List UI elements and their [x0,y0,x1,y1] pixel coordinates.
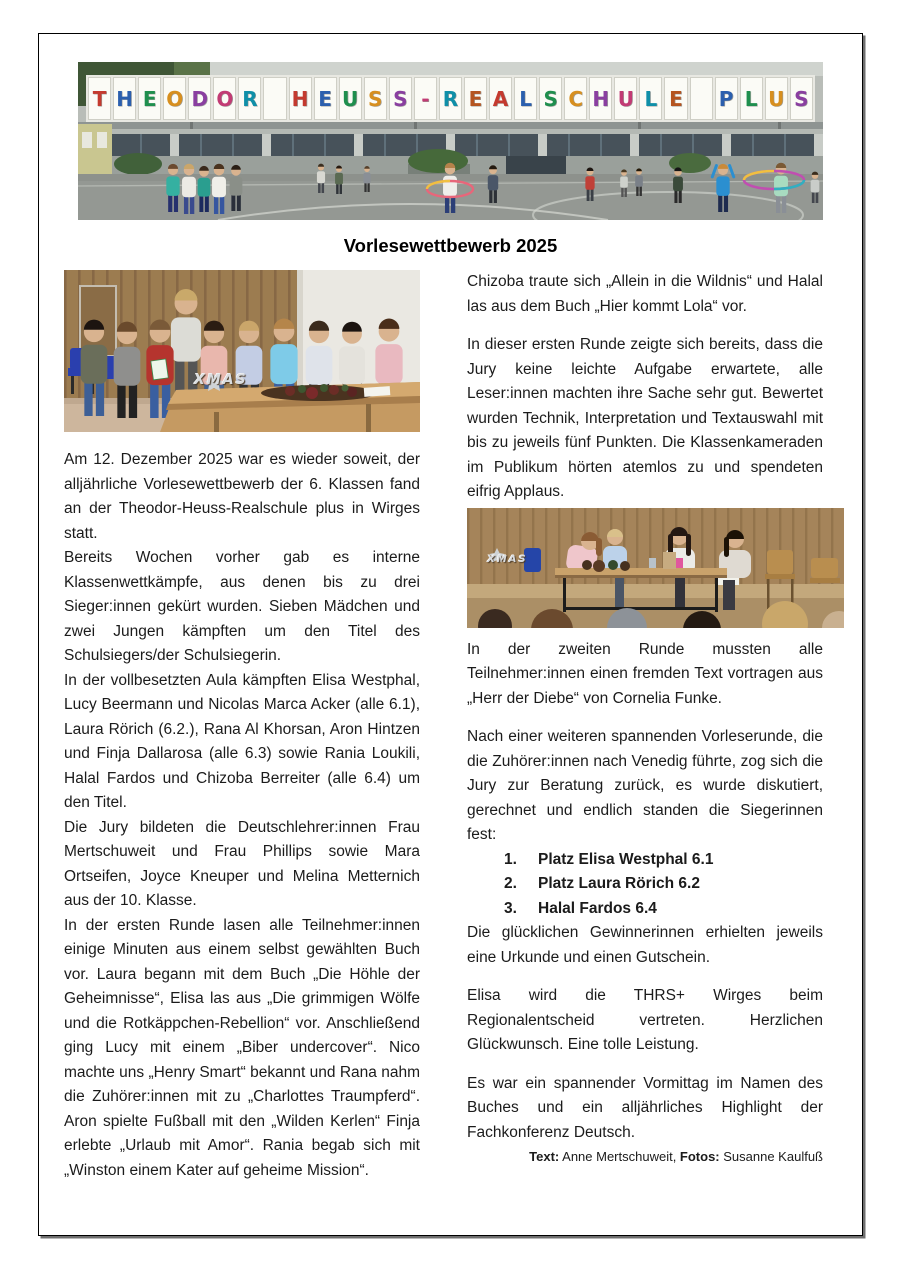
sign-letter-tile: O [213,77,236,120]
body-paragraph: Es war ein spannender Vormittag im Namen des Buches und ein alljährliches Highlight der Fachkonferenz Deutsch. [467,1074,823,1141]
credit-text-value: Anne Mertschuweit, [559,1149,680,1164]
body-paragraph: In der ersten Runde lasen alle Teilnehmer:innen einige Minuten aus einem selbst gewählten Buch vor. Laura begann mit dem Buch „Die Höhle der Geheimnisse“, Elisa las aus „Die grimmigen Wölfe und die Rotkäppchen-Rebellion“ vor. Anschließend ging Lucy mit einem „Biber undercover“. Nico machte uns „Henry Smart“ bekannt und Rana nahm die Zuhörer:innen mit zu „Charlottes Traumpferd“. Aron spielte Fußball mit den „Wilden Kerlen“ Finja erlebte „Urlaub mit Amor“. Rania begab sich mit „Winston einem Kater auf geheime Mission“. [64,916,420,1179]
sign-letter-tile: E [664,77,687,120]
right-column [467,270,823,1183]
winner-item [467,848,823,873]
winner-item [467,872,823,897]
body-paragraph: In der vollbesetzten Aula kämpften Elisa Westphal, Lucy Beermann und Nicolas Marca Acker (alle 6.1), Laura Rörich (6.2.), Rana Al Khorsan, Aron Hintzen und Finja Dallarosa (alle 6.3) sowie Rania Loukili, Halal Fardos und Chizoba Berreiter (alle 6.4) um den Titel. [64,671,420,811]
sign-letter-tile: - [414,77,437,120]
school-name-sign [86,75,815,122]
sign-letter-tile: H [589,77,612,120]
body-paragraph: In dieser ersten Runde zeigte sich bereits, dass die Jury keine leichte Aufgabe erwartete, alle Leser:innen machten ihre Sache sehr gut. Bewertet wurden Technik, Interpretation und Textauswahl mit bis zu jeweils fünf Punkten. Die Klassenkameraden im Publikum hörten atemlos zu und spendeten eifrig Applaus. [467,336,823,500]
sign-letter-tile: L [740,77,763,120]
credit-text-label: Text: [529,1149,560,1164]
winner-rank: 1. [504,850,517,868]
sign-letter-tile: R [439,77,462,120]
sign-letter-tile: L [514,77,537,120]
sign-letter-tile: E [314,77,337,120]
body-paragraph: Bereits Wochen vorher gab es interne Klassenwettkämpfe, aus denen bis zu drei Sieger:innen gekürt wurden. Sieben Mädchen und zwei Jungen kämpften um den Titel des Schulsiegers/der Schulsiegerin. [64,549,420,664]
sign-letter-tile: A [489,77,512,120]
sign-letter-tile: T [88,77,111,120]
body-paragraph: Chizoba traute sich „Allein in die Wildnis“ und Halal las aus dem Buch „Hier kommt Lola“ vor. [467,273,823,315]
winners-list [467,848,823,922]
sign-letter-tile: E [138,77,161,120]
sign-letter-tile: U [765,77,788,120]
sign-letter-tile: H [113,77,136,120]
sign-letter-tile: P [715,77,738,120]
page-frame [38,33,863,1236]
group-photo [64,270,420,432]
sign-letter-tile: H [289,77,312,120]
sign-letter-tile: O [163,77,186,120]
body-paragraph: Die glücklichen Gewinnerinnen erhielten jeweils eine Urkunde und einen Gutschein. [467,924,823,966]
body-paragraph: In der zweiten Runde mussten alle Teilnehmer:innen einen fremden Text vortragen aus „Herr der Diebe“ von Cornelia Funke. [467,640,823,707]
xmas-decoration-text: XMAS [487,553,528,565]
sign-letter-tile: E [464,77,487,120]
sign-letter-tile: L [639,77,662,120]
left-column [64,270,420,1183]
article-columns [64,270,862,1183]
jury-photo [467,508,844,628]
winner-rank: 2. [504,875,517,892]
body-paragraph: Nach einer weiteren spannenden Vorleserunde, die die Zuhörer:innen nach Venedig führte, zog sich die Jury zur Beratung zurück, es wurde diskutiert, gerechnet und endlich standen die Siegerinnen fest: [467,728,823,843]
sign-letter-tile: S [364,77,387,120]
sign-letter-tile: S [389,77,412,120]
sign-letter-tile: U [339,77,362,120]
sign-gap-tile [263,77,286,120]
sign-letter-tile: R [238,77,261,120]
body-paragraph: Elisa wird die THRS+ Wirges beim Regionalentscheid vertreten. Herzlichen Glückwunsch. Eine tolle Leistung. [467,987,823,1053]
body-paragraph: Die Jury bildeten die Deutschlehrer:innen Frau Mertschuweit und Frau Phillips sowie Mara Ortseifen, Joyce Kneuper und Melina Metternich aus der 10. Klasse. [64,818,420,909]
sign-letter-tile: D [188,77,211,120]
sign-letter-tile: S [790,77,813,120]
sign-letter-tile: U [614,77,637,120]
credit-photos-value: Susanne Kaulfuß [719,1149,823,1164]
xmas-decoration-text: XMAS [194,372,248,388]
sign-letter-tile: S [539,77,562,120]
winner-item [467,897,823,922]
page-title: Vorlesewettbewerb 2025 [343,235,558,256]
sign-gap-tile [690,77,713,120]
body-paragraph: Am 12. Dezember 2025 war es wieder soweit, der alljährliche Vorlesewettbewerb der 6. Klassen fand an der Theodor-Heuss-Realschule plus in Wirges statt. [64,451,420,542]
winner-rank: 3. [504,899,517,917]
sign-letter-tile: C [564,77,587,120]
winner-name: Platz Laura Rörich 6.2 [538,875,700,892]
credit-photos-label: Fotos: [679,1149,720,1164]
winner-name: Halal Fardos 6.4 [538,899,657,917]
credit-line [467,1145,823,1170]
banner-photo [78,62,823,220]
group-photo-scene [64,270,420,432]
winner-name: Platz Elisa Westphal 6.1 [538,850,714,868]
